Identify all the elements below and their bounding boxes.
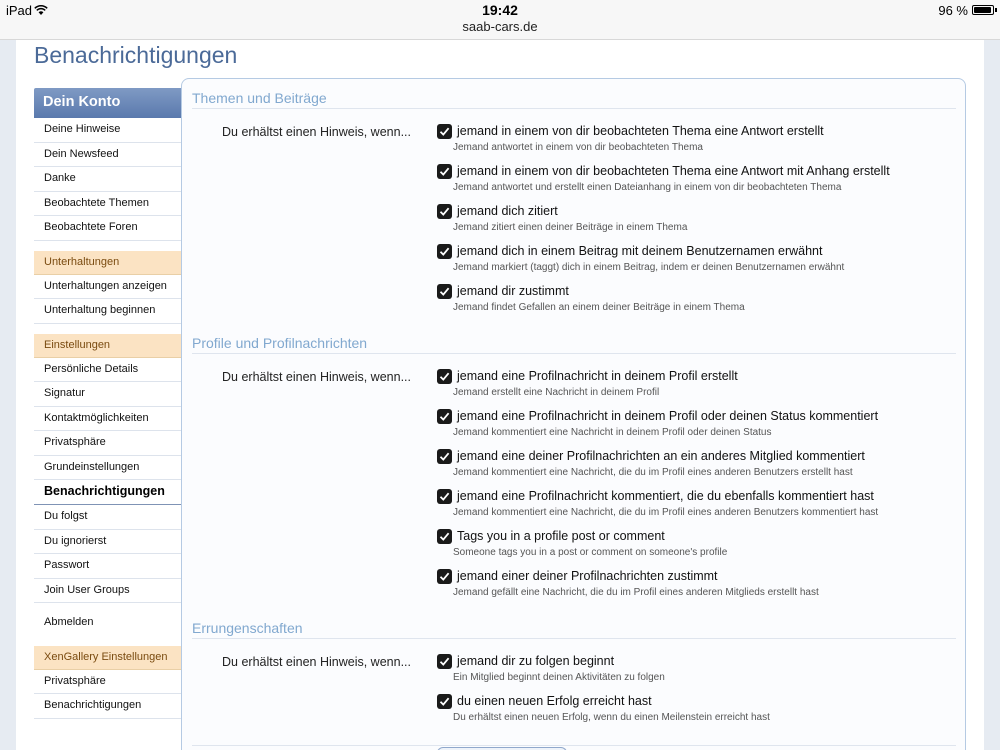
sidebar-section-unterhaltungen[interactable]: Unterhaltungen xyxy=(34,251,181,275)
battery-icon xyxy=(972,5,994,15)
checkbox-checked-icon[interactable] xyxy=(437,694,452,709)
option-hint: Jemand kommentiert eine Nachricht, die du im Profil eines anderen Benutzers erstellt hast xyxy=(453,467,853,478)
option-label: Tags you in a profile post or comment xyxy=(457,529,665,543)
option-hint: Jemand kommentiert eine Nachricht, die du im Profil eines anderen Benutzers kommentiert hast xyxy=(453,507,879,518)
sidebar-section-einstellungen[interactable]: Einstellungen xyxy=(34,334,181,358)
option-label: jemand dich in einem Beitrag mit deinem Benutzernamen erwähnt xyxy=(457,244,823,258)
notification-settings-panel xyxy=(181,78,966,750)
sidebar-item-unterhaltungen-anzeigen[interactable]: Unterhaltungen anzeigen xyxy=(34,275,181,300)
section-title-profile: Profile und Profilnachrichten xyxy=(192,335,368,351)
checkbox-checked-icon[interactable] xyxy=(437,369,452,384)
option-hint: Jemand kommentiert eine Nachricht in deinem Profil oder deinen Status xyxy=(453,427,772,438)
sidebar-section-xengallery[interactable]: XenGallery Einstellungen xyxy=(34,646,181,670)
option-label: jemand dich zitiert xyxy=(457,204,558,218)
sidebar-item-abmelden[interactable]: Abmelden xyxy=(34,611,181,636)
option-hint: Jemand markiert (taggt) dich in einem Beitrag, indem er deinen Benutzernamen erwähnt xyxy=(453,262,845,273)
option-hint: Jemand antwortet in einem von dir beobachteten Thema xyxy=(453,142,703,153)
sidebar-item-persoenliche-details[interactable]: Persönliche Details xyxy=(34,358,181,383)
sidebar-item-signatur[interactable]: Signatur xyxy=(34,382,181,407)
option-label: jemand dir zustimmt xyxy=(457,284,569,298)
option-hint: Ein Mitglied beginnt deinen Aktivitäten zu folgen xyxy=(453,672,665,683)
option-label: jemand eine Profilnachricht kommentiert, die du ebenfalls kommentiert hast xyxy=(457,489,874,503)
sidebar-item-du-folgst[interactable]: Du folgst xyxy=(34,505,181,530)
row-label-errungenschaften: Du erhältst einen Hinweis, wenn... xyxy=(222,655,411,669)
checkbox-checked-icon[interactable] xyxy=(437,569,452,584)
option-hint: Someone tags you in a post or comment on someone's profile xyxy=(453,547,728,558)
checkbox-checked-icon[interactable] xyxy=(437,244,452,259)
option-hint: Jemand zitiert einen deiner Beiträge in einem Thema xyxy=(453,222,688,233)
option-label: jemand in einem von dir beobachteten Thema eine Antwort erstellt xyxy=(457,124,824,138)
option-label: jemand dir zu folgen beginnt xyxy=(457,654,615,668)
status-bar xyxy=(0,0,1000,40)
option-label: du einen neuen Erfolg erreicht hast xyxy=(457,694,652,708)
sidebar-item-privatsphaere[interactable]: Privatsphäre xyxy=(34,431,181,456)
form-footer-divider xyxy=(192,745,956,746)
option-label: jemand in einem von dir beobachteten Thema eine Antwort mit Anhang erstellt xyxy=(457,164,890,178)
option-hint: Jemand erstellt eine Nachricht in deinem Profil xyxy=(453,387,660,398)
option-hint: Du erhältst einen neuen Erfolg, wenn du einen Meilenstein erreicht hast xyxy=(453,712,770,723)
sidebar-item-grundeinstellungen[interactable]: Grundeinstellungen xyxy=(34,456,181,481)
checkbox-checked-icon[interactable] xyxy=(437,529,452,544)
sidebar-item-deine-hinweise[interactable]: Deine Hinweise xyxy=(34,118,181,143)
checkbox-checked-icon[interactable] xyxy=(437,409,452,424)
sidebar-item-kontaktmoeglichkeiten[interactable]: Kontaktmöglichkeiten xyxy=(34,407,181,432)
sidebar-item-passwort[interactable]: Passwort xyxy=(34,554,181,579)
sidebar-item-du-ignorierst[interactable]: Du ignorierst xyxy=(34,530,181,555)
checkbox-checked-icon[interactable] xyxy=(437,204,452,219)
clock: 19:42 xyxy=(482,2,518,18)
battery-percent: 96 % xyxy=(938,3,968,18)
option-hint: Jemand antwortet und erstellt einen Dateianhang in einem von dir beobachteten Thema xyxy=(453,182,842,193)
account-sidebar xyxy=(34,88,181,719)
sidebar-item-unterhaltung-beginnen[interactable]: Unterhaltung beginnen xyxy=(34,299,181,324)
sidebar-item-beobachtete-themen[interactable]: Beobachtete Themen xyxy=(34,192,181,217)
option-label: jemand einer deiner Profilnachrichten zustimmt xyxy=(457,569,718,583)
checkbox-checked-icon[interactable] xyxy=(437,449,452,464)
checkbox-checked-icon[interactable] xyxy=(437,284,452,299)
option-hint: Jemand gefällt eine Nachricht, die du im Profil eines anderen Mitglieds erstellt hast xyxy=(453,587,819,598)
section-divider xyxy=(192,353,956,354)
sidebar-item-danke[interactable]: Danke xyxy=(34,167,181,192)
sidebar-item-newsfeed[interactable]: Dein Newsfeed xyxy=(34,143,181,168)
sidebar-item-gallery-benachrichtigungen[interactable]: Benachrichtigungen xyxy=(34,694,181,719)
device-name: iPad xyxy=(6,3,33,18)
page-content xyxy=(16,40,984,750)
section-title-themen: Themen und Beiträge xyxy=(192,90,327,106)
option-hint: Jemand findet Gefallen an einem deiner Beiträge in einem Thema xyxy=(453,302,745,313)
section-divider xyxy=(192,108,956,109)
sidebar-item-gallery-privatsphaere[interactable]: Privatsphäre xyxy=(34,670,181,695)
checkbox-checked-icon[interactable] xyxy=(437,164,452,179)
sidebar-item-benachrichtigungen-active[interactable]: Benachrichtigungen xyxy=(34,480,181,505)
option-label: jemand eine Profilnachricht in deinem Profil oder deinen Status kommentiert xyxy=(457,409,879,423)
checkbox-checked-icon[interactable] xyxy=(437,489,452,504)
address-bar-url[interactable]: saab-cars.de xyxy=(462,19,538,34)
row-label-profile: Du erhältst einen Hinweis, wenn... xyxy=(222,370,411,384)
checkbox-checked-icon[interactable] xyxy=(437,124,452,139)
row-label-themen: Du erhältst einen Hinweis, wenn... xyxy=(222,125,411,139)
sidebar-item-beobachtete-foren[interactable]: Beobachtete Foren xyxy=(34,216,181,241)
section-title-errungenschaften: Errungenschaften xyxy=(192,620,303,636)
section-divider xyxy=(192,638,956,639)
page-title: Benachrichtigungen xyxy=(34,42,238,68)
option-label: jemand eine Profilnachricht in deinem Profil erstellt xyxy=(457,369,738,383)
sidebar-item-join-user-groups[interactable]: Join User Groups xyxy=(34,579,181,604)
checkbox-checked-icon[interactable] xyxy=(437,654,452,669)
sidebar-header[interactable]: Dein Konto xyxy=(34,88,181,118)
option-label: jemand eine deiner Profilnachrichten an ein anderes Mitglied kommentiert xyxy=(457,449,865,463)
